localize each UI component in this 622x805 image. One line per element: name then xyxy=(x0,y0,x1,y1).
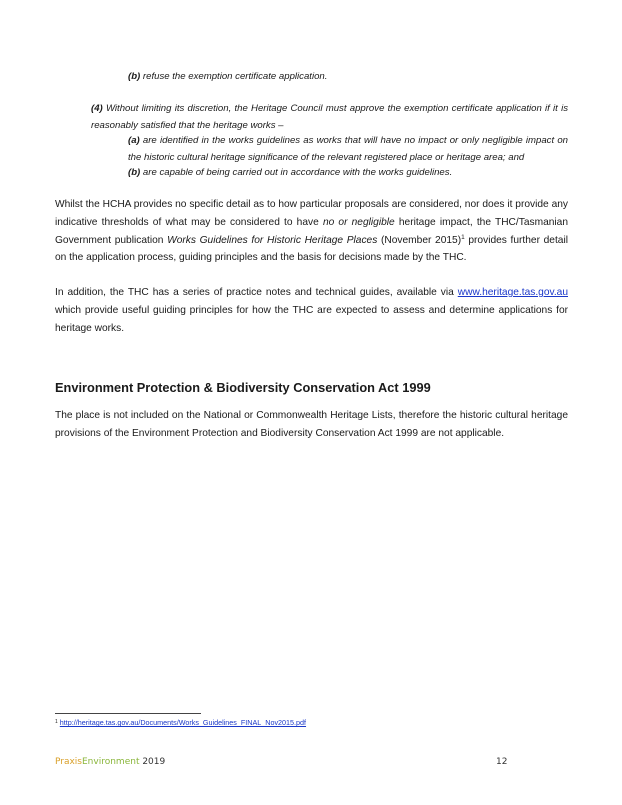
para1-text-1: Whilst the HCHA provides no specific detail as to how particular proposals are considered, nor does it provide any indicative thresholds of what may be considered to have xyxy=(55,199,568,228)
quote-item-a xyxy=(128,133,568,166)
quote-clause-4 xyxy=(91,101,568,134)
publication-title: Works Guidelines for Historic Heritage Places xyxy=(167,234,378,246)
paragraph-epbc: The place is not included on the National or Commonwealth Heritage Lists, therefore the historic cultural heritage provisions of the Environment Protection and Biodiversity Conservation Act 1999 are not applicable. xyxy=(55,410,568,439)
para1-text-3: (November 2015) xyxy=(377,234,462,246)
brand-name-part1: Praxis xyxy=(55,757,82,767)
quote-item-b2-label: (b) xyxy=(128,167,141,178)
para2-text-1: In addition, the THC has a series of practice notes and technical guides, available via xyxy=(55,287,458,298)
para1-text-4: provides further detail on the application process, guiding principles and the basis for decisions made by the THC. xyxy=(55,234,568,264)
footnote-reference[interactable]: 1 xyxy=(461,233,465,241)
quote-clause-4-text: Without limiting its discretion, the Heritage Council must approve the exemption certificate application if it is reasonably satisfied that the heritage works – xyxy=(91,103,568,131)
footnote-divider xyxy=(55,713,201,714)
section-heading: Environment Protection & Biodiversity Conservation Act 1999 xyxy=(55,380,431,395)
footer-year: 2019 xyxy=(139,757,166,767)
paragraph-practice-notes xyxy=(55,284,568,337)
quote-item-b-text: refuse the exemption certificate application. xyxy=(140,71,328,82)
para1-italic-1: no or negligible xyxy=(322,216,395,228)
quote-item-a-text: are identified in the works guidelines as works that will have no impact or only negligible impact on the historic cultural heritage significance of the relevant registered place or heritage area; and xyxy=(128,135,568,163)
quote-item-b xyxy=(128,69,568,86)
footer-brand xyxy=(55,757,165,767)
quote-item-b2 xyxy=(128,165,568,182)
quote-item-b-label: (b) xyxy=(128,71,141,82)
paragraph-hcha xyxy=(55,196,568,267)
quote-item-a-label: (a) xyxy=(128,135,140,146)
heritage-website-link[interactable]: www.heritage.tas.gov.au xyxy=(457,287,568,298)
para1-text-2: heritage impact, the THC/Tasmanian Government publication xyxy=(55,216,569,246)
footnote-link[interactable]: http://heritage.tas.gov.au/Documents/Works_Guidelines_FINAL_Nov2015.pdf xyxy=(59,718,307,727)
quote-item-b2-text: are capable of being carried out in accordance with the works guidelines. xyxy=(140,167,453,178)
footnote xyxy=(55,718,306,727)
para2-text-2: which provide useful guiding principles for how the THC are expected to assess and determine applications for heritage works. xyxy=(55,304,568,334)
quote-clause-4-label: (4) xyxy=(91,103,103,114)
footnote-marker: 1 xyxy=(55,719,58,725)
page-number: 12 xyxy=(496,757,508,767)
brand-name-part2: Environment xyxy=(82,757,140,767)
